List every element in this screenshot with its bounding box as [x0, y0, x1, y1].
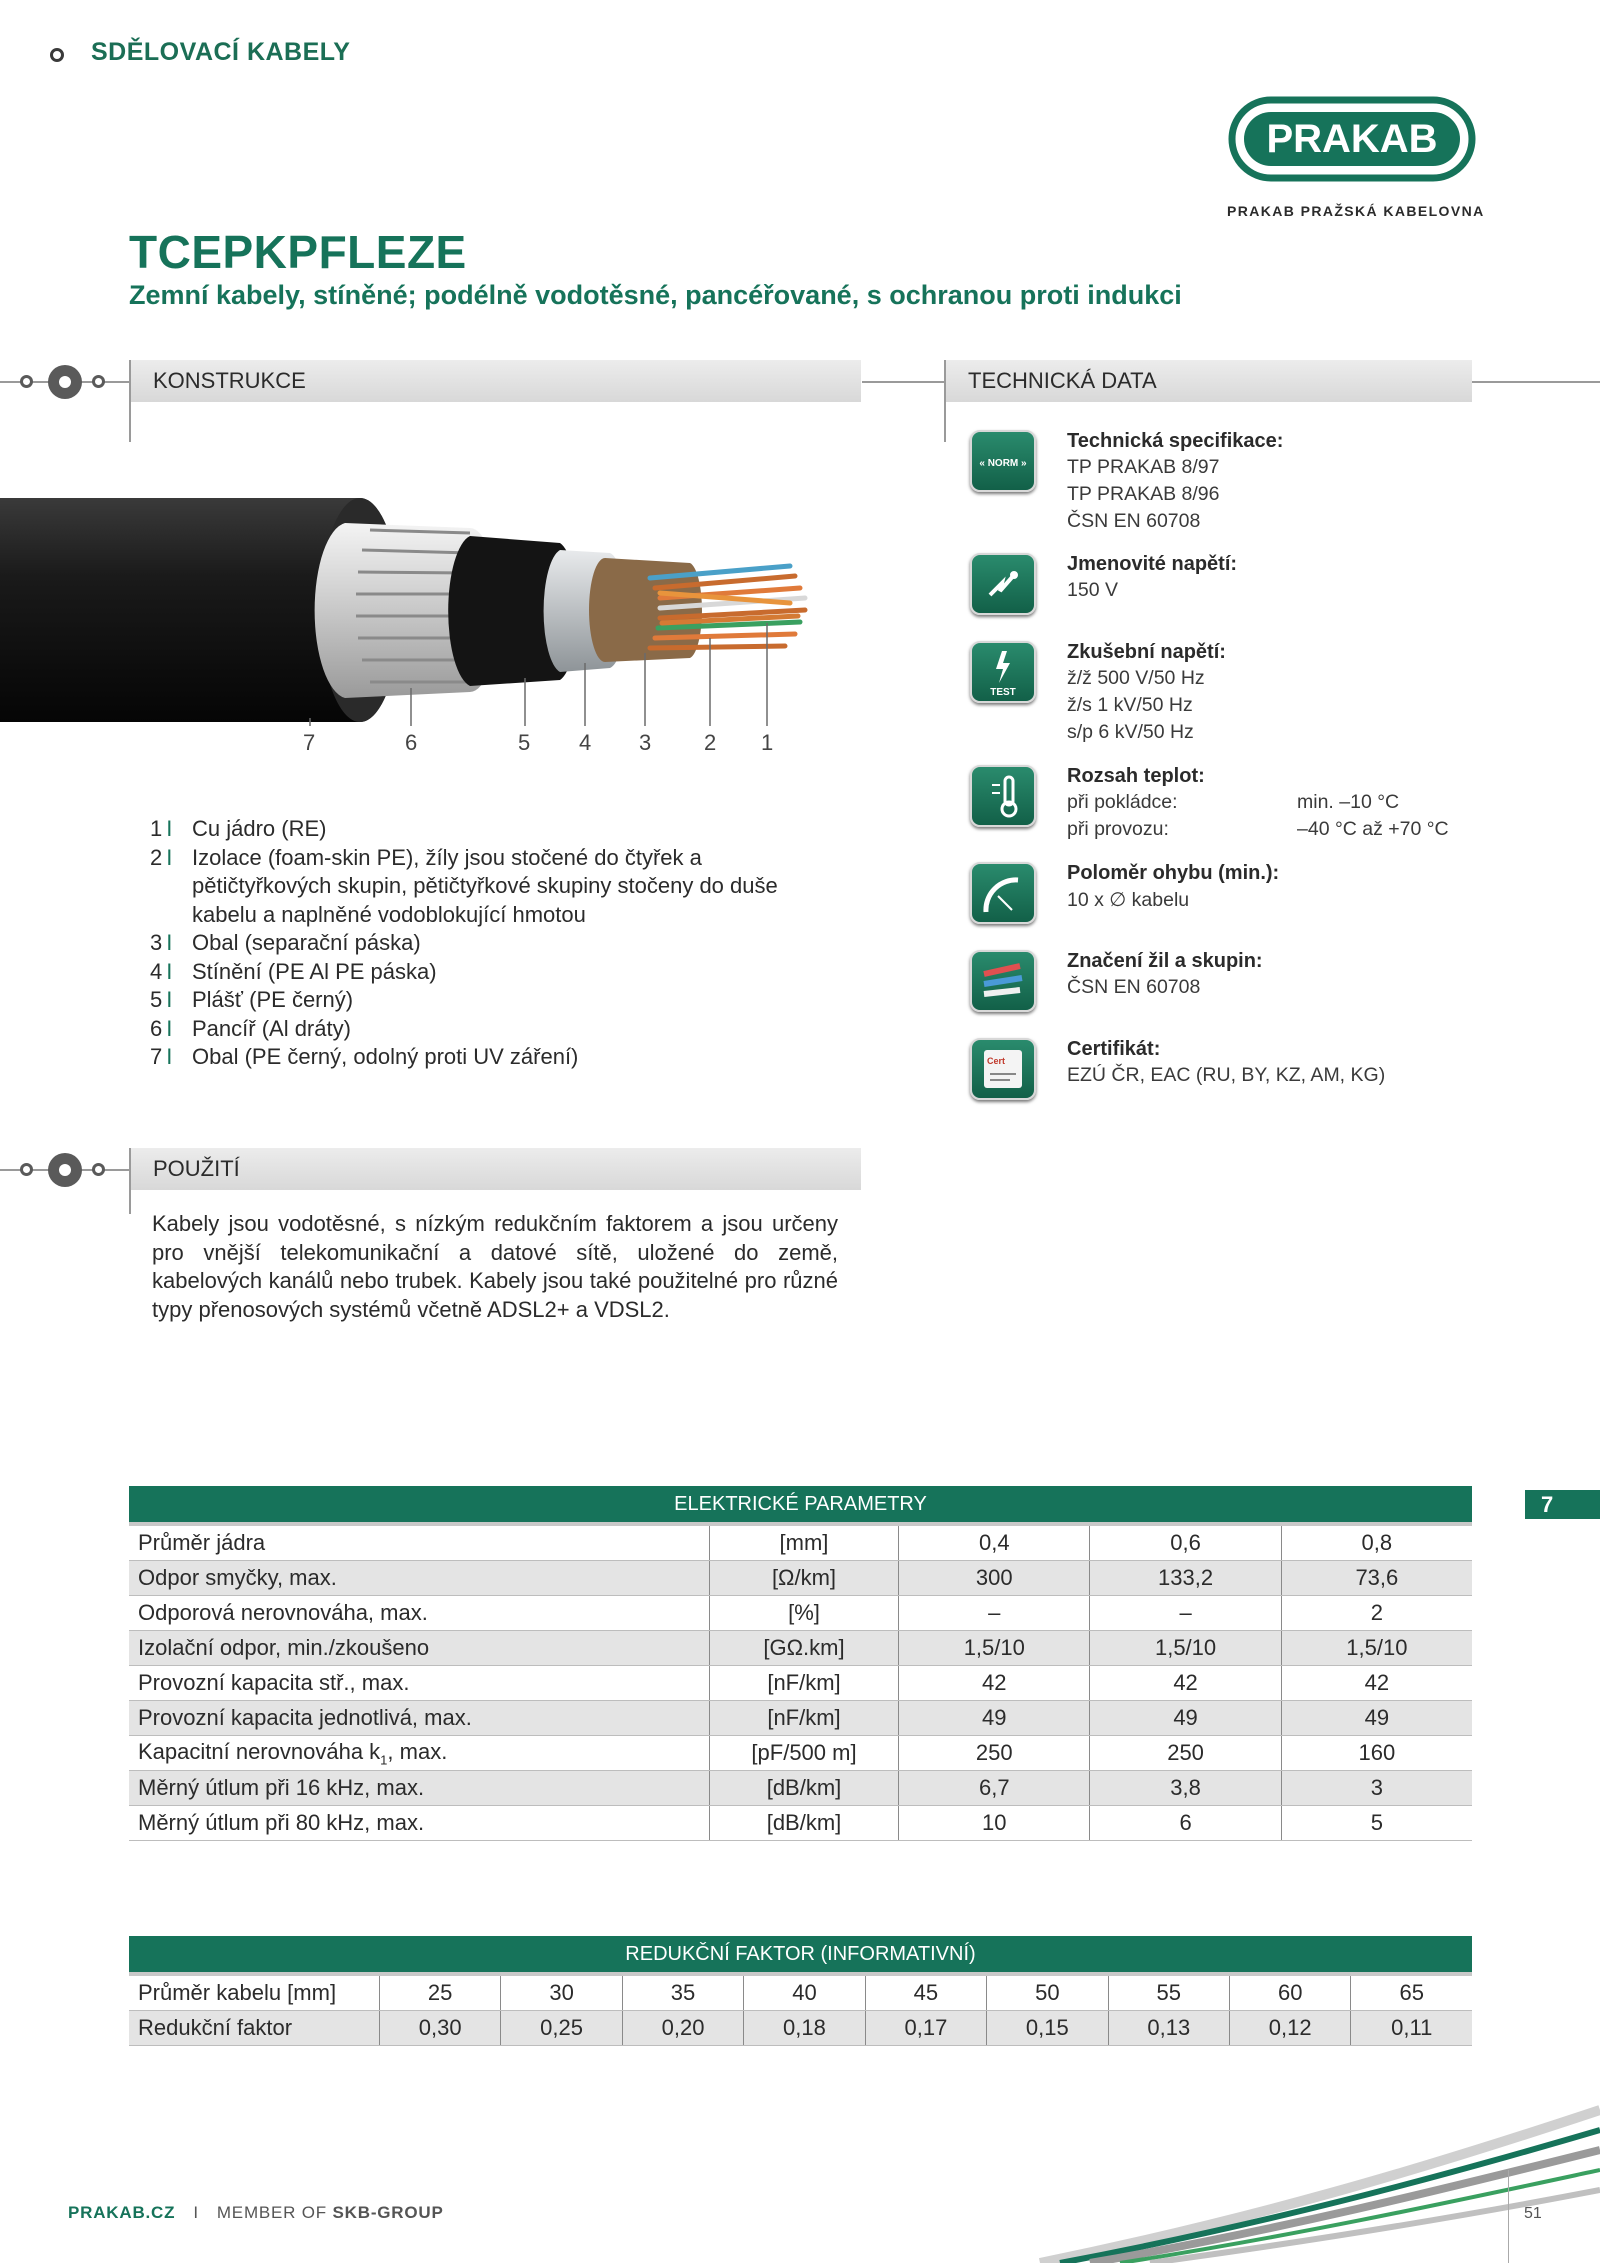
- table-row: Měrný útlum při 80 kHz, max. [dB/km] 10 6 5: [129, 1806, 1472, 1841]
- tech-spec-value: TP PRAKAB 8/96: [1067, 483, 1220, 505]
- svg-text:PRAKAB: PRAKAB: [1266, 117, 1438, 161]
- tech-bend-title: Poloměr ohybu (min.):: [1067, 862, 1280, 884]
- svg-text:TEST: TEST: [990, 687, 1016, 698]
- list-item: 2 I Izolace (foam-skin PE), žíly jsou stočené do čtyřek a pětičtyřkových skupin, pětičtyřkové skupiny stočeny do duše kabelu a naplněné vodoblokující hmotou: [150, 844, 778, 927]
- test-voltage-icon: [970, 641, 1036, 703]
- table-row: Průměr kabelu [mm] 25 30 35 40 45 50 55 60 65: [129, 1976, 1472, 2011]
- table-row: Kapacitní nerovnováha $k_1$, max. [pF/500 m] 250 250 160: [129, 1736, 1472, 1771]
- voltage-icon: [970, 553, 1036, 615]
- bend-radius-icon: [970, 862, 1036, 924]
- prakab-logo: [1228, 96, 1476, 182]
- tech-spec-value: TP PRAKAB 8/97: [1067, 456, 1220, 478]
- electrical-table: [129, 1486, 1472, 1841]
- footer-site-link[interactable]: PRAKAB.CZ: [68, 2203, 176, 2222]
- core-marking-icon: [970, 950, 1036, 1012]
- tech-temp-label: při pokládce:: [1067, 791, 1178, 813]
- tech-temp-label: při provozu:: [1067, 818, 1169, 840]
- header-bullet-icon: [50, 48, 64, 62]
- tech-marking-title: Značení žil a skupin:: [1067, 950, 1263, 972]
- cable-swoosh-decoration: [1000, 2090, 1600, 2263]
- tech-voltage-title: Jmenovité napětí:: [1067, 553, 1238, 575]
- table-row: Měrný útlum při 16 kHz, max. [dB/km] 6,7 3,8 3: [129, 1771, 1472, 1806]
- tech-spec-value: ČSN EN 60708: [1067, 510, 1201, 532]
- construction-heading: KONSTRUKCE: [131, 360, 861, 402]
- callout-number: 6: [405, 730, 418, 755]
- cable-cross-section-image: [0, 448, 910, 768]
- product-description: Zemní kabely, stíněné; podélně vodotěsné, pancéřované, s ochranou proti indukci: [129, 280, 1182, 310]
- section-connector-line: [862, 381, 946, 383]
- table-row: Redukční faktor 0,30 0,25 0,20 0,18 0,17 0,15 0,13 0,12 0,11: [129, 2011, 1472, 2046]
- list-item: 6 I Pancíř (Al dráty): [150, 1015, 351, 1041]
- usage-heading: POUŽITÍ: [131, 1148, 861, 1190]
- connector-dot-icon: [92, 1163, 105, 1176]
- list-item: 4 I Stínění (PE Al PE páska): [150, 958, 437, 984]
- logo-subtitle: PRAKAB PRAŽSKÁ KABELOVNA: [1227, 203, 1485, 219]
- svg-text:Cert: Cert: [986, 1056, 1006, 1066]
- tech-voltage-value: 150 V: [1067, 579, 1118, 601]
- table-row: Provozní kapacita jednotlivá, max. [nF/km] 49 49 49: [129, 1701, 1472, 1736]
- tech-test-title: Zkušební napětí:: [1067, 641, 1226, 663]
- construction-list: [150, 815, 800, 1072]
- callout-number: 2: [704, 730, 717, 755]
- list-item: 3 I Obal (separační páska): [150, 930, 421, 955]
- svg-text:« NORM »: « NORM »: [979, 458, 1027, 469]
- section-title: SDĚLOVACÍ KABELY: [91, 38, 351, 66]
- section-connector-line: [1472, 381, 1600, 383]
- table-row: Izolační odpor, min./zkoušeno [GΩ.km] 1,5/10 1,5/10 1,5/10: [129, 1631, 1472, 1666]
- reduction-table: [129, 1936, 1472, 2046]
- thermometer-icon: [970, 765, 1036, 827]
- tech-cert-title: Certifikát:: [1067, 1038, 1161, 1060]
- callout-number: 7: [303, 730, 316, 755]
- connector-dot-icon: [20, 375, 33, 388]
- list-item: 7 I Obal (PE černý, odolný proti UV záření): [150, 1044, 579, 1069]
- page-number: 51: [1524, 2205, 1542, 2222]
- tech-test-value: ž/s 1 kV/50 Hz: [1067, 694, 1193, 716]
- tech-spec-title: Technická specifikace:: [1067, 430, 1284, 452]
- footer: PRAKAB.CZ I MEMBER OF SKB-GROUP: [68, 2203, 444, 2222]
- certificate-icon: [970, 1038, 1036, 1100]
- callout-number: 4: [579, 730, 592, 755]
- callout-number: 1: [761, 730, 774, 755]
- reduction-table-title: REDUKČNÍ FAKTOR (INFORMATIVNÍ): [129, 1936, 1472, 1972]
- callout-number: 5: [518, 730, 531, 755]
- norm-icon: [970, 430, 1036, 492]
- usage-text: Kabely jsou vodotěsné, s nízkým redukčním faktorem a jsou určeny pro vnější telekomunikační a datové sítě, uložené do země, kabelových kanálů nebo trubek. Kabely jsou také použitelné pro různé typy přenosových systémů včetně ADSL2+ a VDSL2.: [152, 1211, 838, 1322]
- table-row: Provozní kapacita stř., max. [nF/km] 42 42 42: [129, 1666, 1472, 1701]
- chapter-tab: 7: [1525, 1490, 1600, 1519]
- list-item: 5 I Plášť (PE černý): [150, 987, 354, 1012]
- list-item: 1 I Cu jádro (RE): [150, 816, 327, 841]
- connector-ring-icon: [48, 365, 82, 399]
- table-row: Odpor smyčky, max. [Ω/km] 300 133,2 73,6: [129, 1561, 1472, 1596]
- connector-dot-icon: [20, 1163, 33, 1176]
- connector-dot-icon: [92, 375, 105, 388]
- callout-number: 3: [639, 730, 652, 755]
- tech-temp-value: min. –10 °C: [1297, 791, 1400, 813]
- tech-heading: TECHNICKÁ DATA: [946, 360, 1472, 402]
- connector-ring-icon: [48, 1153, 82, 1187]
- tech-test-value: ž/ž 500 V/50 Hz: [1067, 667, 1205, 689]
- tech-marking-value: ČSN EN 60708: [1067, 976, 1201, 998]
- tech-test-value: s/p 6 kV/50 Hz: [1067, 721, 1194, 743]
- table-row: Průměr jádra [mm] 0,4 0,6 0,8: [129, 1526, 1472, 1561]
- tech-temp-value: –40 °C až +70 °C: [1297, 818, 1449, 840]
- electrical-table-title: ELEKTRICKÉ PARAMETRY: [129, 1486, 1472, 1522]
- tech-bend-value: 10 x ∅ kabelu: [1067, 889, 1190, 911]
- tech-cert-value: EZÚ ČR, EAC (RU, BY, KZ, AM, KG): [1067, 1064, 1386, 1086]
- tech-temp-title: Rozsah teplot:: [1067, 765, 1205, 787]
- page-divider: [1508, 2170, 1509, 2263]
- table-row: Odporová nerovnováha, max. [%] – – 2: [129, 1596, 1472, 1631]
- product-code: TCEPKPFLEZE: [129, 226, 467, 278]
